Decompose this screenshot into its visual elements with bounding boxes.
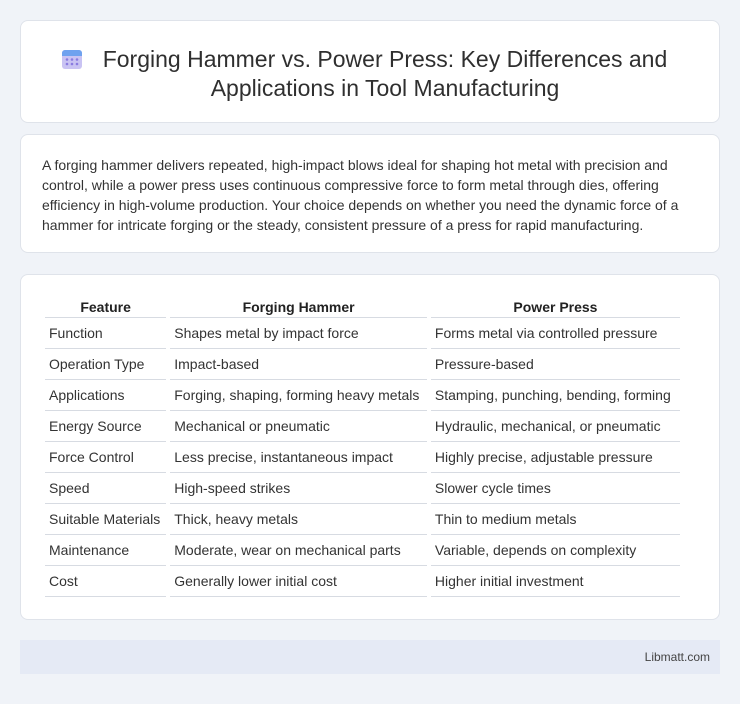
- forging-hammer-cell: Moderate, wear on mechanical parts: [170, 535, 427, 566]
- table-header-row: [45, 297, 680, 318]
- footer-site-link[interactable]: Libmatt.com: [644, 650, 710, 664]
- intro-card: [20, 134, 720, 253]
- feature-cell: Maintenance: [45, 535, 166, 566]
- forging-hammer-cell: Mechanical or pneumatic: [170, 411, 427, 442]
- table-row: [45, 411, 680, 442]
- feature-cell: Energy Source: [45, 411, 166, 442]
- comparison-table: [41, 297, 684, 597]
- feature-cell: Cost: [45, 566, 166, 597]
- power-press-cell: Thin to medium metals: [431, 504, 680, 535]
- footer-bar: [20, 640, 720, 674]
- table-row: [45, 442, 680, 473]
- feature-cell: Function: [45, 318, 166, 349]
- forging-hammer-cell: High-speed strikes: [170, 473, 427, 504]
- forging-hammer-cell: Forging, shaping, forming heavy metals: [170, 380, 427, 411]
- header-feature: Feature: [45, 297, 166, 318]
- comparison-table-card: [20, 274, 720, 620]
- forging-hammer-cell: Less precise, instantaneous impact: [170, 442, 427, 473]
- header-power-press: Power Press: [431, 297, 680, 318]
- header-forging-hammer: Forging Hammer: [170, 297, 427, 318]
- power-press-cell: Variable, depends on complexity: [431, 535, 680, 566]
- power-press-cell: Stamping, punching, bending, forming: [431, 380, 680, 411]
- power-press-cell: Higher initial investment: [431, 566, 680, 597]
- feature-cell: Operation Type: [45, 349, 166, 380]
- table-row: [45, 380, 680, 411]
- table-row: [45, 504, 680, 535]
- power-press-cell: Forms metal via controlled pressure: [431, 318, 680, 349]
- power-press-cell: Slower cycle times: [431, 473, 680, 504]
- table-row: [45, 566, 680, 597]
- page-title: Forging Hammer vs. Power Press: Key Differences and Applications in Tool Manufacturing: [102, 46, 668, 101]
- feature-cell: Speed: [45, 473, 166, 504]
- table-row: [45, 349, 680, 380]
- feature-cell: Suitable Materials: [45, 504, 166, 535]
- forging-hammer-cell: Impact-based: [170, 349, 427, 380]
- feature-cell: Applications: [45, 380, 166, 411]
- table-row: [45, 535, 680, 566]
- feature-cell: Force Control: [45, 442, 166, 473]
- forging-hammer-cell: Shapes metal by impact force: [170, 318, 427, 349]
- table-row: [45, 473, 680, 504]
- power-press-cell: Highly precise, adjustable pressure: [431, 442, 680, 473]
- forging-hammer-cell: Generally lower initial cost: [170, 566, 427, 597]
- power-press-cell: Pressure-based: [431, 349, 680, 380]
- table-row: [45, 318, 680, 349]
- intro-paragraph: A forging hammer delivers repeated, high-impact blows ideal for shaping hot metal with precision and control, while a power press uses continuous compressive force to form metal through dies, offering efficiency in high-volume production. Your choice depends on whether you need the dynamic force of a hammer for intricate forging or the steady, consistent pressure of a press for rapid manufacturing.: [42, 157, 679, 233]
- title-card: [20, 20, 720, 123]
- power-press-cell: Hydraulic, mechanical, or pneumatic: [431, 411, 680, 442]
- forging-hammer-cell: Thick, heavy metals: [170, 504, 427, 535]
